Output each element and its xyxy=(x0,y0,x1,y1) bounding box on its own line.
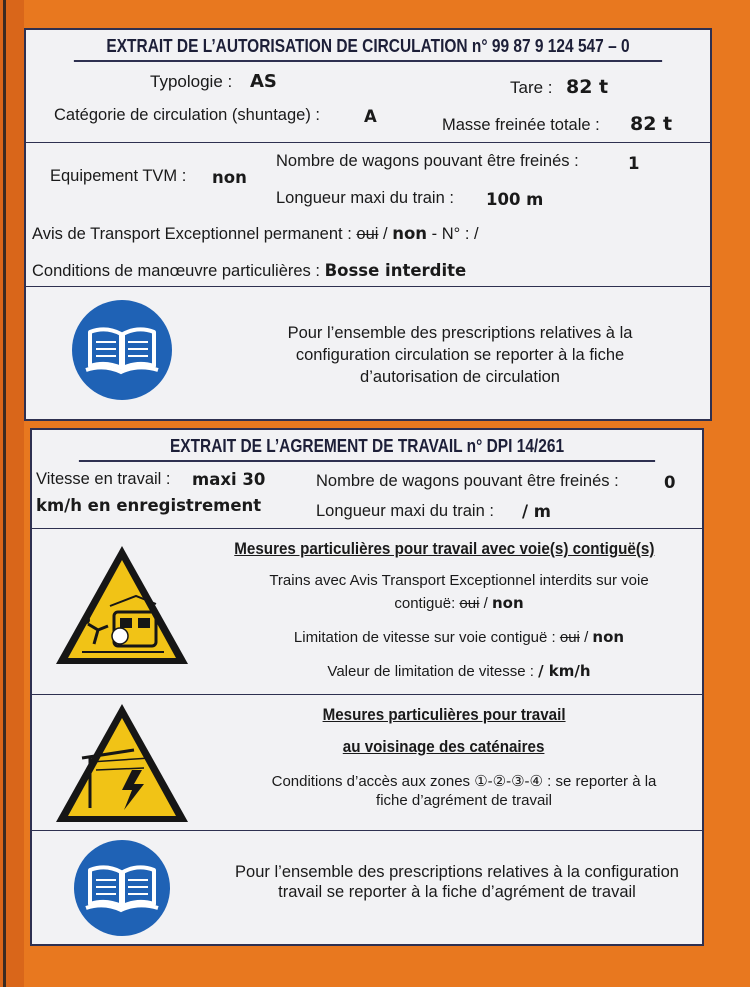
divider xyxy=(32,830,702,831)
vitesse-value-2: km/h en enregistrement xyxy=(36,496,262,515)
avis-label: Avis de Transport Exceptionnel permanent : xyxy=(32,225,352,243)
trains-oui-struck: oui xyxy=(459,595,480,612)
catenaires-conditions-1: Conditions d’accès aux zones ①-②-③-④ : se reporter à la xyxy=(271,773,657,790)
conditions-value: Bosse interdite xyxy=(324,261,467,280)
masse-value: 82 t xyxy=(630,113,673,135)
longueur-value: 100 m xyxy=(486,190,544,209)
nb-wagons-label: Nombre de wagons pouvant être freinés : xyxy=(276,152,579,170)
avis-numero: - N° : / xyxy=(431,225,479,243)
divider xyxy=(32,694,702,695)
typologie-label: Typologie : xyxy=(150,72,233,91)
tvm-label: Equipement TVM : xyxy=(50,167,187,185)
valeur-row xyxy=(212,662,706,680)
authorization-note: Pour l’ensemble des prescriptions relatives à la configuration circulation se reporter à la fiche d’autorisation de circulation xyxy=(287,324,633,386)
agrement-panel xyxy=(30,428,704,946)
tare-value: 82 t xyxy=(566,76,609,98)
tvm-value: non xyxy=(212,168,247,187)
limitation-label: Limitation de vitesse sur voie contiguë : xyxy=(293,629,556,646)
masse-label: Masse freinée totale : xyxy=(442,116,600,134)
vitesse-label: Vitesse en travail : xyxy=(36,470,171,488)
divider xyxy=(26,286,710,287)
nb-wagons-label: Nombre de wagons pouvant être freinés : xyxy=(316,472,619,490)
agrement-note: Pour l’ensemble des prescriptions relatives à la configuration travail se reporter à la fiche d’agrément de travail xyxy=(235,863,679,901)
limitation-separator: / xyxy=(584,629,589,646)
longueur-value: / m xyxy=(522,502,551,521)
authorization-header: EXTRAIT DE L’AUTORISATION DE CIRCULATION n° 99 87 9 124 547 – 0 xyxy=(74,30,662,62)
agrement-header: EXTRAIT DE L’AGREMENT DE TRAVAIL n° DPI 14/261 xyxy=(79,430,655,462)
longueur-label: Longueur maxi du train : xyxy=(276,189,454,207)
nb-wagons-value: 1 xyxy=(628,154,640,173)
avis-value: non xyxy=(392,224,428,243)
trains-value: non xyxy=(491,594,524,612)
categorie-value: A xyxy=(364,107,377,126)
train-hazard-warning-icon xyxy=(52,540,192,670)
contigue-title: Mesures particulières pour travail avec voie(s) contiguë(s) xyxy=(233,540,655,558)
categorie-label: Catégorie de circulation (shuntage) : xyxy=(54,106,320,124)
catenaires-title-1-row xyxy=(182,706,706,725)
typologie-value: AS xyxy=(250,71,277,92)
valeur-value: / km/h xyxy=(538,662,591,680)
trains-text-1: Trains avec Avis Transport Exceptionnel interdits sur voie xyxy=(269,572,649,589)
longueur-label: Longueur maxi du train : xyxy=(316,502,494,520)
avis-separator: / xyxy=(383,225,388,243)
limitation-row xyxy=(212,628,706,646)
valeur-label: Valeur de limitation de vitesse : xyxy=(327,663,534,680)
tare-label: Tare : xyxy=(510,78,553,97)
catenaires-conditions-2: fiche d’agrément de travail xyxy=(376,792,552,809)
catenaires-title-2-row xyxy=(182,738,706,757)
avis-row xyxy=(32,224,479,244)
contigue-title-row xyxy=(32,540,706,559)
divider xyxy=(32,528,702,529)
trains-separator: / xyxy=(483,595,488,612)
vitesse-value-1: maxi 30 xyxy=(192,470,266,489)
catenaires-title-2: au voisinage des caténaires xyxy=(343,738,545,756)
conditions-label: Conditions de manœuvre particulières : xyxy=(32,262,320,280)
conditions-row xyxy=(32,261,466,281)
trains-row xyxy=(212,594,706,612)
catenaires-title-1: Mesures particulières pour travail xyxy=(322,706,566,724)
trains-text-2: contiguë: xyxy=(394,595,456,612)
nb-wagons-value: 0 xyxy=(664,473,676,492)
limitation-value: non xyxy=(592,628,625,646)
left-edge xyxy=(0,0,24,987)
divider xyxy=(26,142,710,143)
limitation-oui-struck: oui xyxy=(559,629,580,646)
authorization-panel xyxy=(24,28,712,421)
avis-oui-struck: oui xyxy=(356,225,379,243)
high-voltage-warning-icon xyxy=(52,698,192,828)
book-icon xyxy=(68,836,176,940)
book-icon xyxy=(68,298,176,402)
